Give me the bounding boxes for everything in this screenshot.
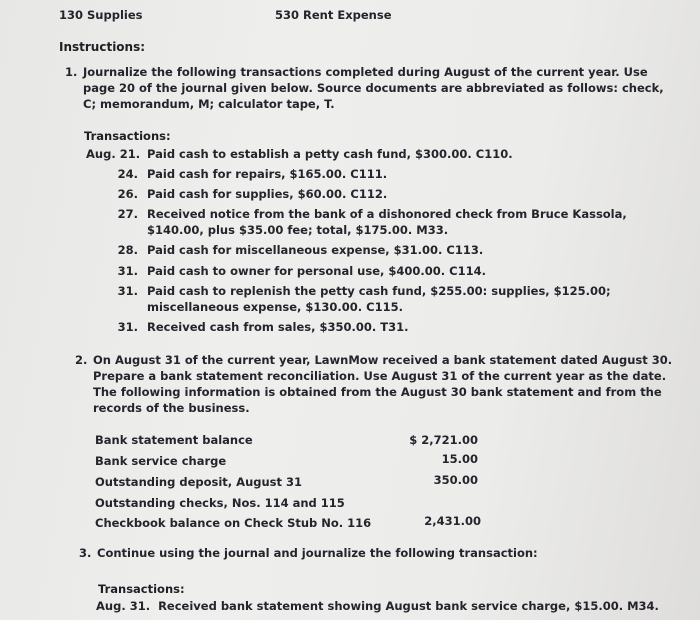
transaction-text: Paid cash for repairs, $165.00. C111. — [147, 167, 388, 181]
transaction-row — [86, 207, 627, 221]
instruction-line: C; memorandum, M; calculator tape, T. — [83, 97, 335, 111]
transaction-text: Paid cash for miscellaneous expense, $31.00. C113. — [147, 243, 484, 257]
account-530-rent-expense: 530 Rent Expense — [275, 8, 392, 22]
instruction-line: Prepare a bank statement reconciliation. Use August 31 of the current year as the date. — [93, 369, 667, 383]
transaction-row — [86, 284, 611, 298]
transaction-text: Paid cash for supplies, $60.00. C112. — [147, 187, 388, 201]
transaction-date: Aug. 21. — [86, 147, 141, 161]
transactions-heading: Transactions: — [84, 129, 171, 143]
transaction-row — [86, 264, 486, 278]
transaction-date: 31. — [117, 320, 138, 334]
transaction-row — [86, 147, 513, 161]
transaction-text: Paid cash to owner for personal use, $400.00. C114. — [147, 264, 486, 278]
transaction-date: 27. — [117, 207, 138, 221]
item-number: 1. — [65, 65, 78, 79]
transaction-date: 28. — [117, 243, 138, 257]
reconciliation-label: Outstanding deposit, August 31 — [95, 475, 303, 489]
reconciliation-amount: 2,431.00 — [424, 514, 481, 528]
instruction-line: Journalize the following transactions completed during August of the current year. Use — [83, 65, 648, 79]
transaction-text: Paid cash to establish a petty cash fund, $300.00. C110. — [147, 147, 513, 161]
transaction-text-continued: miscellaneous expense, $130.00. C115. — [147, 300, 403, 314]
transactions-heading: Transactions: — [98, 582, 185, 596]
transaction-row — [86, 243, 483, 257]
transaction-row — [86, 320, 408, 334]
instruction-line: Continue using the journal and journalize the following transaction: — [97, 546, 538, 560]
transaction-date: 31. — [117, 264, 138, 278]
transaction-date: Aug. 31. — [96, 599, 151, 613]
transaction-date: 24. — [117, 167, 138, 181]
reconciliation-amount: 15.00 — [441, 452, 478, 466]
transaction-date: 26. — [117, 187, 138, 201]
reconciliation-amount: $ 2,721.00 — [409, 433, 478, 447]
transaction-text-continued: $140.00, plus $35.00 fee; total, $175.00. M33. — [147, 223, 449, 237]
transaction-row — [86, 167, 387, 181]
instruction-line: On August 31 of the current year, LawnMow received a bank statement dated August 30. — [93, 353, 673, 367]
reconciliation-amount: 350.00 — [433, 473, 478, 487]
instruction-line: records of the business. — [93, 401, 250, 415]
reconciliation-label: Outstanding checks, Nos. 114 and 115 — [95, 496, 345, 510]
account-130-supplies: 130 Supplies — [59, 8, 143, 22]
transaction-text: Paid cash to replenish the petty cash fund, $255.00: supplies, $125.00; — [147, 284, 611, 298]
instruction-line: page 20 of the journal given below. Source documents are abbreviated as follows: check, — [83, 81, 664, 95]
reconciliation-label: Checkbook balance on Check Stub No. 116 — [95, 516, 372, 530]
transaction-date: 31. — [117, 284, 138, 298]
instruction-line: The following information is obtained from the August 30 bank statement and from the — [93, 385, 662, 399]
reconciliation-label: Bank statement balance — [95, 433, 253, 447]
instructions-heading: Instructions: — [59, 40, 146, 54]
transaction-row — [86, 187, 387, 201]
transaction-text: Received notice from the bank of a dishonored check from Bruce Kassola, — [147, 207, 627, 221]
transaction-row — [96, 599, 659, 613]
reconciliation-label: Bank service charge — [95, 454, 227, 468]
transaction-text: Received cash from sales, $350.00. T31. — [147, 320, 409, 334]
item-number: 3. — [79, 546, 92, 560]
transaction-text: Received bank statement showing August bank service charge, $15.00. M34. — [158, 599, 659, 613]
item-number: 2. — [75, 353, 88, 367]
